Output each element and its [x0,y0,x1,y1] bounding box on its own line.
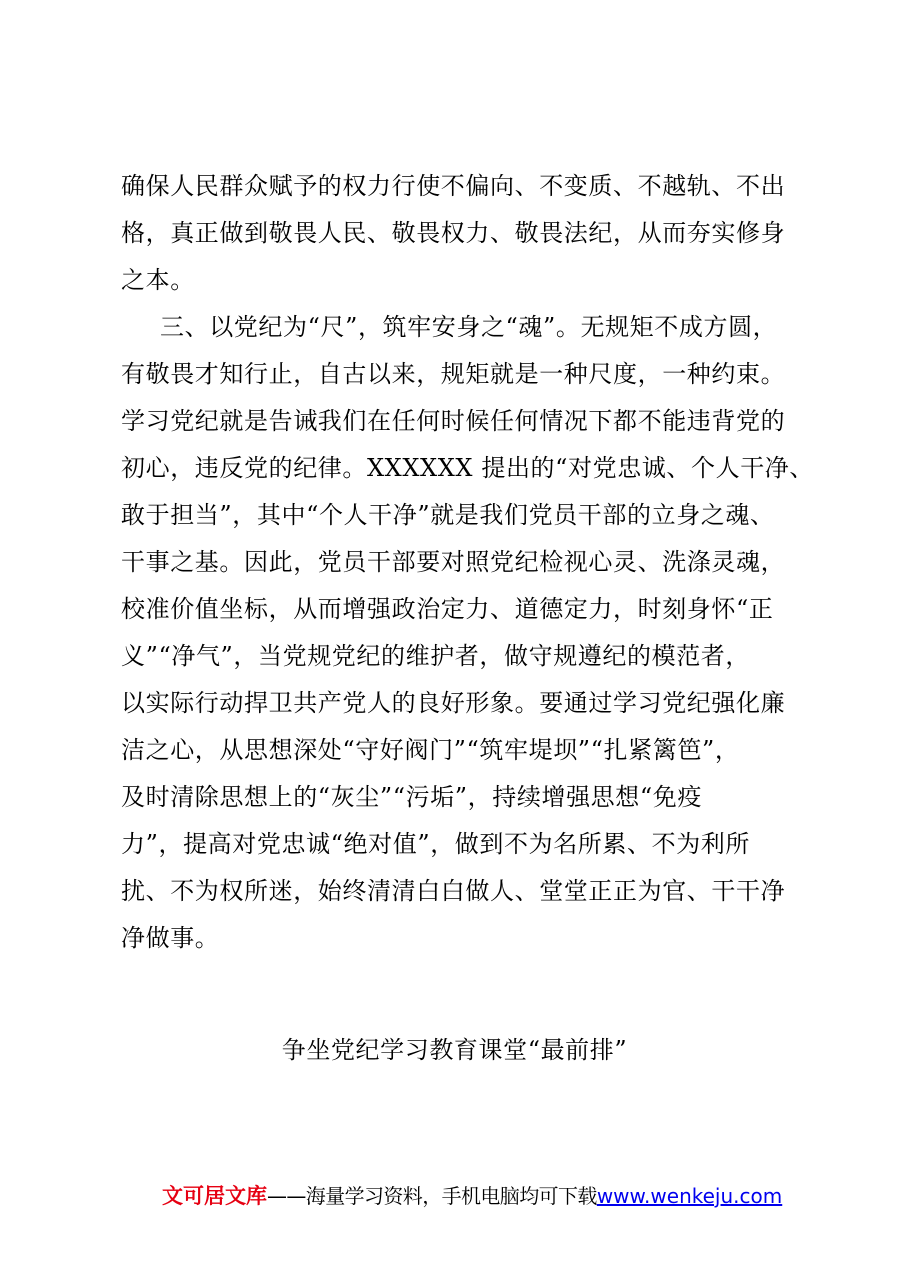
footer-tagline: ——海量学习资料，手机电脑均可下载 [267,1184,597,1208]
paragraph-line: 初心，违反党的纪律。XXXXXX 提出的“对党忠诚、个人干净、 [121,454,815,482]
paragraph-line: 确保人民群众赋予的权力行使不偏向、不变质、不越轨、不出 [121,172,786,200]
paragraph-line: 之本。 [121,266,195,294]
website-link[interactable]: www.wenkeju.com [596,1184,783,1208]
paragraph-line: 义”“净气”，当党规党纪的维护者，做守规遵纪的模范者， [121,642,751,670]
paragraph-line: 格，真正做到敬畏人民、敬畏权力、敬畏法纪，从而夯实修身 [121,219,786,247]
footer-banner [162,1182,782,1210]
paragraph-line: 及时清除思想上的“灰尘”“污垢”，持续增强思想“免疫 [121,783,702,811]
paragraph-line: 学习党纪就是告诫我们在任何时候任何情况下都不能违背党的 [121,407,786,435]
brand-name[interactable]: 文可居文库 [162,1184,267,1208]
paragraph-line: 净做事。 [121,924,220,952]
paragraph-line: 扰、不为权所迷，始终清清白白做人、堂堂正正为官、干干净 [121,877,786,905]
paragraph-line: 以实际行动捍卫共产党人的良好形象。要通过学习党纪强化廉 [121,689,786,717]
paragraph-line: 敢于担当”，其中“个人干净”就是我们党员干部的立身之魂、 [121,501,775,529]
paragraph-line: 有敬畏才知行止，自古以来，规矩就是一种尺度，一种约束。 [121,360,786,388]
section-heading-line: 三、以党纪为“尺”，筑牢安身之“魂”。无规矩不成方圆， [160,313,778,341]
next-article-title: 争坐党纪学习教育课堂“最前排” [281,1036,628,1064]
paragraph-line: 干事之基。因此，党员干部要对照党纪检视心灵、洗涤灵魂， [121,548,786,576]
paragraph-line: 校准价值坐标，从而增强政治定力、道德定力，时刻身怀“正 [121,595,774,623]
paragraph-line: 洁之心，从思想深处“守好阀门”“筑牢堤坝”“扎紧篱笆”， [121,736,740,764]
paragraph-line: 力”，提高对党忠诚“绝对值”，做到不为名所累、不为利所 [121,830,751,858]
